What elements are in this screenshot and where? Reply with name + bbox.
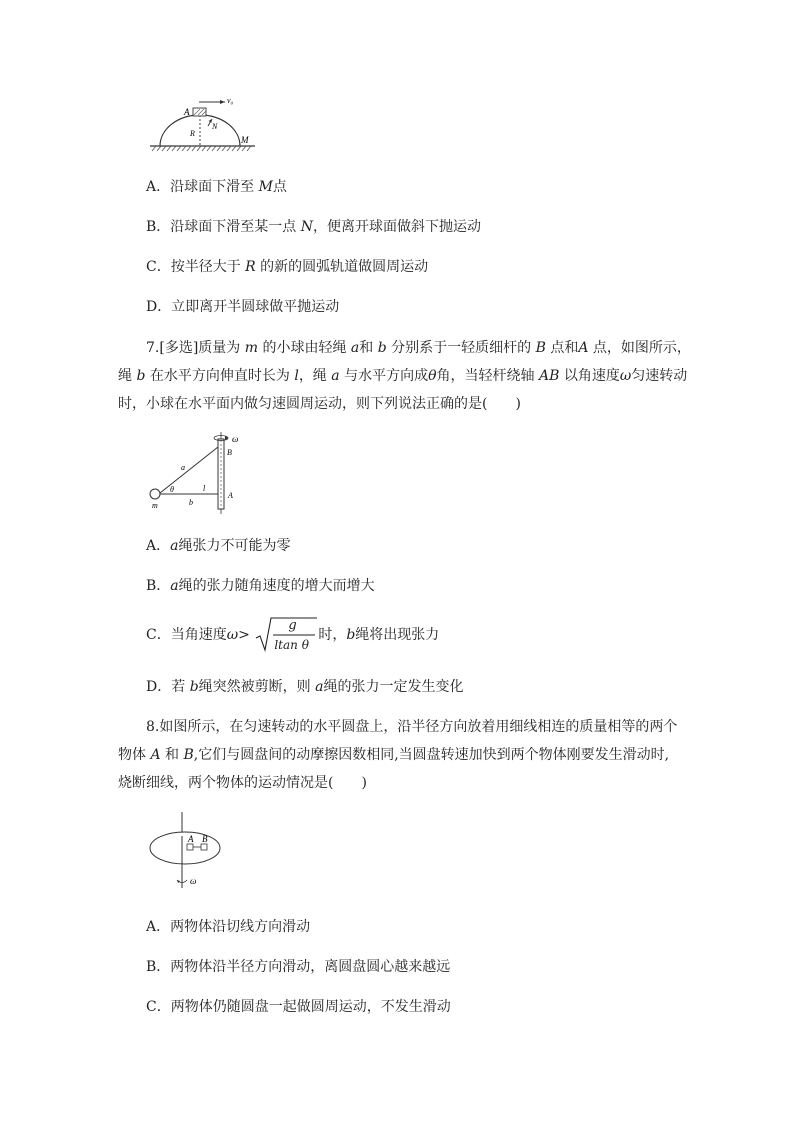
fig2-label-theta: θ [170, 485, 174, 494]
fig1-label-A: A [184, 107, 190, 117]
q7-l2-s2: 在水平方向伸直时长为 [145, 368, 295, 384]
q7-l1-s2: 的小球由轻绳 [258, 340, 351, 356]
fig1-label-R: R [190, 129, 195, 138]
q7-c-text3: 绳将出现张力 [355, 627, 440, 643]
q7-l1-s3: a [350, 340, 360, 356]
q6-option-b [146, 217, 481, 237]
frac-den-l: l [274, 638, 279, 652]
q8-l2-s4: ,它们与圆盘间的动摩擦因数相同,当圆盘转速加快到两个物体刚要发生滑动时, [193, 747, 670, 763]
q7-c-text2: 时， [318, 627, 347, 643]
q6-a-text: A．沿球面下滑至 [146, 179, 259, 195]
rotating-disc-figure [145, 810, 230, 890]
q6-b-text: B．沿球面下滑至某一点 [146, 219, 301, 235]
q7-c-gt: > [238, 627, 250, 643]
q7-l2-s7: θ [428, 368, 437, 384]
q6-option-c [146, 257, 428, 277]
q7-c-text: C．当角速度 [146, 627, 227, 643]
fig2-label-B: B [227, 448, 232, 457]
q8-l2-s1: A [150, 747, 161, 763]
q8-stem-line2 [118, 745, 669, 765]
hemisphere-figure [145, 92, 265, 158]
frac-numerator: g [288, 618, 297, 633]
q7-stem-line2 [118, 366, 687, 386]
q7-d-text: D．若 [146, 679, 190, 695]
q7-l2-s10: 以角速度 [559, 368, 620, 384]
fig1-label-M: M [241, 135, 249, 145]
q7-l1-s8: 点和 [545, 340, 579, 356]
q7-a-text: A． [146, 538, 171, 554]
q7-c-var: b [346, 627, 356, 643]
q7-option-c [146, 614, 439, 656]
q7-l2-s6: 与水平方向成 [339, 368, 429, 384]
fig2-label-omega: ω [232, 434, 239, 444]
q7-l2-s5: a [331, 368, 340, 384]
frac-denominator [274, 624, 309, 666]
q8-stem-line1: 8.如图所示，在匀速转动的水平圆盘上，沿半径方向放着用细线相连的质量相等的两个 [146, 719, 678, 735]
q8-option-c: C．两物体仍随圆盘一起做圆周运动，不发生滑动 [146, 999, 451, 1015]
q7-b-text2: 绳的张力随角速度的增大而增大 [178, 578, 375, 594]
q6-a-text2: 点 [272, 179, 287, 195]
q7-l1-s4: 和 [359, 340, 378, 356]
fig3-label-omega: ω [190, 876, 197, 886]
q7-l2-s9: AB [538, 368, 560, 384]
q7-l1-s0: 7.[多选]质量为 [146, 340, 245, 356]
fig1-label-v0: v₀ [227, 96, 234, 105]
q6-option-a [146, 177, 287, 197]
q7-l1-s5: b [377, 340, 387, 356]
q7-stem-line3: 时，小球在水平面内做匀速圆周运动，则下列说法正确的是( ) [118, 396, 521, 412]
q7-d-text3: 绳的张力一定发生变化 [323, 679, 464, 695]
q7-a-text2: 绳张力不可能为零 [178, 538, 291, 554]
q7-b-text: B． [146, 578, 171, 594]
q7-d-var1: b [189, 679, 199, 695]
q6-a-var: M [258, 179, 273, 195]
q7-option-a [146, 536, 290, 556]
q7-l1-s9: A [578, 340, 589, 356]
q7-l2-s1: b [136, 368, 146, 384]
q7-option-b [146, 576, 375, 596]
sqrt-fraction [254, 617, 318, 653]
q7-stem-line1 [146, 338, 691, 358]
q7-l1-s7: B [535, 340, 546, 356]
q7-l2-s0: 绳 [118, 368, 137, 384]
fig2-label-m: m [152, 501, 158, 510]
q7-b-var: a [170, 578, 179, 594]
q7-l1-s10: 点，如图所示， [588, 340, 691, 356]
q7-a-var: a [170, 538, 179, 554]
fig2-label-A: A [228, 491, 233, 500]
fig1-label-N: N [212, 122, 218, 131]
q7-l2-s12: 匀速转动 [631, 368, 688, 384]
q7-l1-s1: m [244, 340, 259, 356]
fig3-label-B: B [202, 834, 208, 844]
q8-option-a: A．两物体沿切线方向滑动 [146, 919, 311, 935]
q8-l2-s3: B [183, 747, 194, 763]
q7-d-text2: 绳突然被剪断，则 [198, 679, 316, 695]
fig2-label-l: l [203, 484, 206, 493]
q8-option-b: B．两物体沿半径方向滑动，离圆盘圆心越来越远 [146, 959, 451, 975]
q8-l2-s0: 物体 [118, 747, 151, 763]
q6-c-text2: 的新的圆弧轨道做圆周运动 [255, 259, 429, 275]
rod-ball-figure [145, 432, 255, 514]
q6-b-text2: ，便离开球面做斜下抛运动 [313, 219, 481, 235]
q7-l1-s6: 分别系于一轻质细杆的 [386, 340, 536, 356]
fig2-label-b: b [189, 498, 193, 507]
q7-l2-s3: l [294, 368, 299, 384]
q7-l2-s8: 角，当轻杆绕轴 [436, 368, 539, 384]
fig2-label-a: a [181, 463, 185, 472]
q8-stem-line3: 烧断细线，两个物体的运动情况是( ) [118, 775, 367, 791]
q7-l2-s4: ，绳 [298, 368, 332, 384]
q6-option-d: D．立即离开半圆球做平抛运动 [146, 299, 340, 315]
q6-c-var: R [245, 259, 256, 275]
q6-c-text: C．按半径大于 [146, 259, 246, 275]
fig3-label-A: A [188, 834, 194, 844]
frac-den-tan: tan θ [278, 638, 309, 652]
q7-l2-s11: ω [619, 368, 632, 384]
q6-b-var: N [300, 219, 313, 235]
q7-c-omega: ω [226, 627, 239, 643]
q8-l2-s2: 和 [160, 747, 184, 763]
q7-option-d [146, 677, 463, 697]
q7-d-var2: a [315, 679, 324, 695]
